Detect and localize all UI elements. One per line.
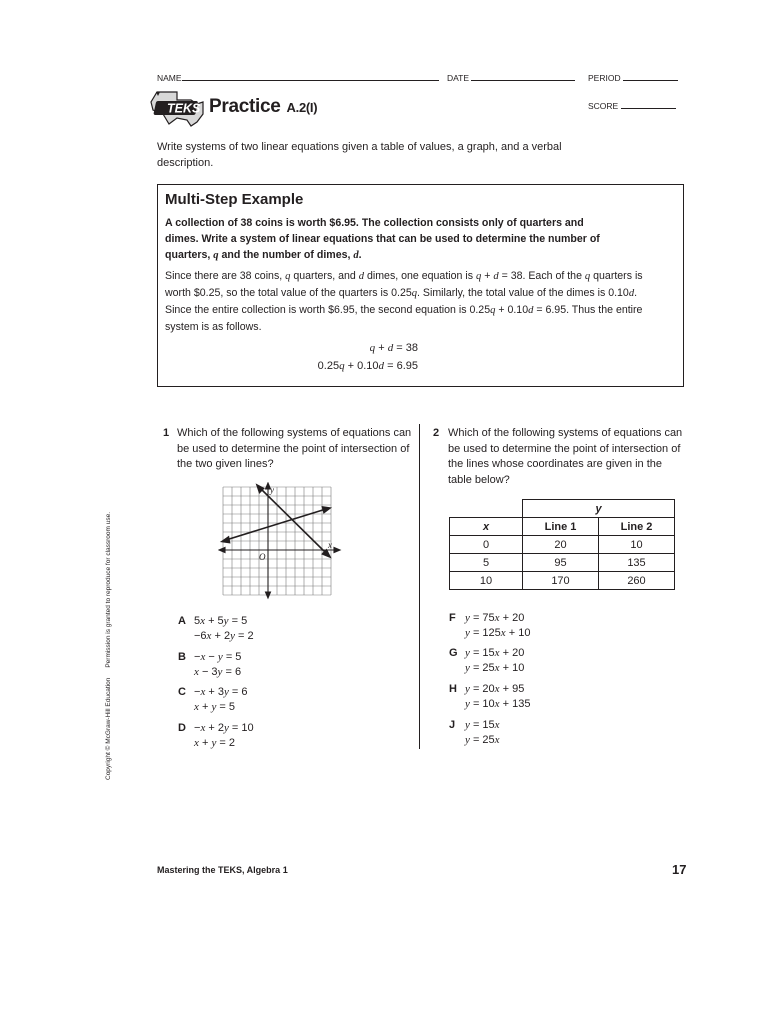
table-cell: 10 [450,572,523,590]
footer-book-title: Mastering the TEKS, Algebra 1 [157,865,288,875]
copyright-side-note [105,502,112,780]
choice-G-equation-2: y = 25x + 10 [465,662,525,674]
header-row [157,73,680,85]
table-y-header: y [523,500,675,518]
period-label: PERIOD [588,73,621,83]
column-divider [419,424,420,749]
table-cell: 170 [523,572,599,590]
teks-logo [147,88,205,128]
permission-text: Permission is granted to reproduce for classroom use. [105,511,112,668]
choice-D-equation-1: −x + 2y = 10 [194,722,254,734]
table-cell: 95 [523,554,599,572]
table-row [450,554,675,572]
name-label: NAME [157,73,182,83]
choice-D-equation-2: x + y = 2 [194,737,235,749]
choice-F-equation-2: y = 125x + 10 [465,627,531,639]
intro-text: Write systems of two linear equations given a table of values, a graph, and a verbal description. [157,141,562,169]
choice-D-letter: D [178,722,186,734]
period-field[interactable] [588,73,678,83]
choice-B-equation-1: −x − y = 5 [194,651,242,663]
choice-C-equation-2: x + y = 5 [194,701,235,713]
question-1-text: Which of the following systems of equations can be used to determine the point of intersection of the two given lines? [177,427,412,470]
date-field[interactable] [447,73,575,83]
example-equation-2: 0.25q + 0.10d = 6.95 [317,360,418,372]
period-blank-line[interactable] [623,80,678,81]
name-blank-line[interactable] [182,80,439,81]
name-field[interactable] [157,73,439,83]
choice-H-equation-1: y = 20x + 95 [465,683,525,695]
graph-origin-label: O [259,552,266,562]
table-line1-header: Line 1 [523,518,599,536]
table-cell: 0 [450,536,523,554]
table-cell: 10 [599,536,675,554]
date-blank-line[interactable] [471,80,575,81]
table-header-row [450,518,675,536]
question-2-table [449,499,675,590]
score-blank-line[interactable] [621,108,676,109]
choice-G-letter: G [449,647,458,659]
multi-step-example-box [157,184,684,387]
choice-B-letter: B [178,651,186,663]
choice-C-equation-1: −x + 3y = 6 [194,686,248,698]
table-x-header: x [450,518,523,536]
question-1-graph [218,482,342,600]
question-2-text: Which of the following systems of equations can be used to determine the point of intersection of the lines whose coordinates are given in the table below? [448,427,683,486]
choice-B-equation-2: x − 3y = 6 [194,666,242,678]
teks-logo-text: TEKS [167,101,201,116]
choice-A-equation-2: −6x + 2y = 2 [194,630,254,642]
table-cell: 20 [523,536,599,554]
choice-A-equation-1: 5x + 5y = 5 [194,615,248,627]
table-cell: 135 [599,554,675,572]
choice-C-letter: C [178,686,186,698]
choice-J-equation-2: y = 25x [465,734,500,746]
choice-G-equation-1: y = 15x + 20 [465,647,525,659]
choice-F-equation-1: y = 75x + 20 [465,612,525,624]
table-cell: 260 [599,572,675,590]
page-title [209,96,317,118]
example-prompt: A collection of 38 coins is worth $6.95. The collection consists only of quarters and dimes. Write a system of linear equations that can be used to determine the number of quarters, q and the number of dimes, d. [165,217,600,261]
question-2-number: 2 [433,427,440,439]
copyright-text: Copyright © McGraw-Hill Education [105,677,112,780]
choice-J-equation-1: y = 15x [465,719,500,731]
question-1-number: 1 [163,427,170,439]
choice-F-letter: F [449,612,456,624]
title-text: Practice [209,96,281,117]
score-field[interactable] [588,101,676,111]
graph-x-label: x [328,540,332,550]
example-title: Multi-Step Example [165,191,304,208]
table-row [450,536,675,554]
example-body: Since there are 38 coins, q quarters, and d dimes, one equation is q + d = 38. Each of the q quarters is worth $0.25, so the total value of the quarters is 0.25q. Similarly, the total value of the dimes is 0.10d. Since the entire collection is worth $6.95, the second equation is 0.25q + 0.10d = 6.95. Thus the entire system is as follows. [165,270,643,333]
table-header-row-top [450,500,675,518]
choice-H-equation-2: y = 10x + 135 [465,698,531,710]
example-equation-1: q + d = 38 [369,342,418,354]
choice-H-letter: H [449,683,457,695]
table-line2-header: Line 2 [599,518,675,536]
page-number: 17 [672,862,687,877]
table-empty-cell [450,500,523,518]
choice-A-letter: A [178,615,186,627]
choice-J-letter: J [449,719,456,731]
teks-code: A.2(I) [286,100,318,115]
score-label: SCORE [588,101,619,111]
table-cell: 5 [450,554,523,572]
table-row [450,572,675,590]
date-label: DATE [447,73,470,83]
graph-y-label: y [270,485,274,495]
